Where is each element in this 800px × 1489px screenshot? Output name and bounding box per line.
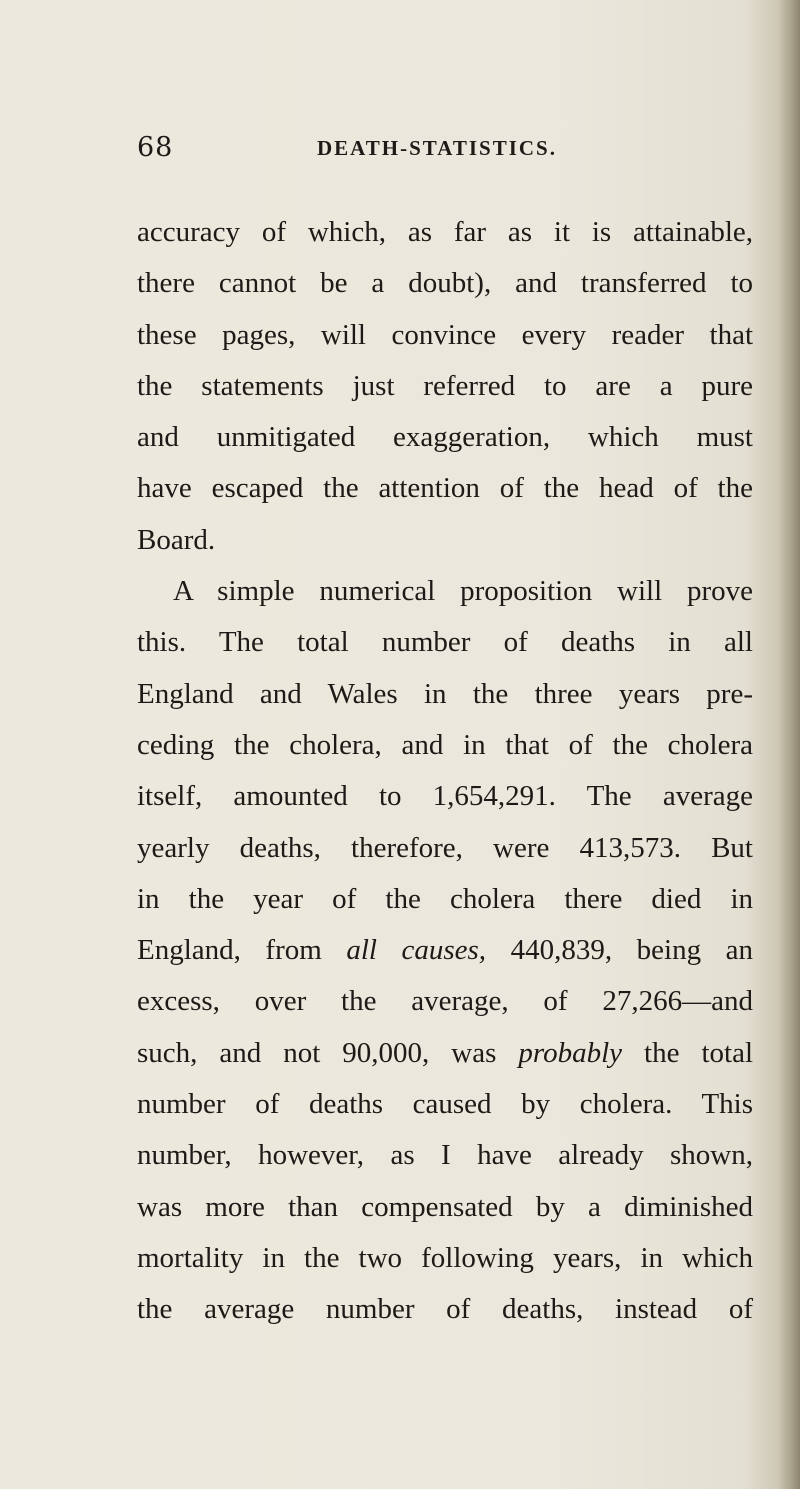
body-text xyxy=(137,212,753,1341)
text-line: number of deaths caused by cholera. This xyxy=(137,1088,753,1121)
text-line-with-italic xyxy=(137,1033,753,1084)
text-line: excess, over the average, of 27,266—and xyxy=(137,985,753,1018)
text-line: England and Wales in the three years pre- xyxy=(137,677,753,710)
text-line: this. The total number of deaths in all xyxy=(137,626,753,659)
page-number: 68 xyxy=(137,132,174,163)
text-line: yearly deaths, therefore, were 413,573. But xyxy=(137,831,753,864)
text-line: and unmitigated exaggeration, which must xyxy=(137,421,753,454)
text-line: number, however, as I have already shown, xyxy=(137,1139,753,1172)
text-line-with-italic xyxy=(137,930,753,981)
line-text-after: 440,839, being an xyxy=(486,934,753,967)
text-line: these pages, will convince every reader that xyxy=(137,318,753,351)
text-line: in the year of the cholera there died in xyxy=(137,882,753,915)
running-head xyxy=(137,132,737,172)
text-line: ceding the cholera, and in that of the cholera xyxy=(137,728,753,761)
running-title: DEATH-STATISTICS. xyxy=(317,136,557,160)
italic-phrase: probably xyxy=(518,1036,623,1069)
line-text-before: such, and not 90,000, was xyxy=(137,1036,519,1069)
italic-phrase: all causes, xyxy=(346,934,487,967)
text-line: mortality in the two following years, in which xyxy=(137,1241,753,1274)
text-line: Board. xyxy=(137,523,216,556)
text-line: the statements just referred to are a pure xyxy=(137,369,753,402)
text-line: the average number of deaths, instead of xyxy=(137,1293,753,1326)
text-line: was more than compensated by a diminished xyxy=(137,1190,753,1223)
line-text-before: England, from xyxy=(137,934,347,967)
text-line: have escaped the attention of the head of the xyxy=(137,472,753,505)
page-gutter-shadow xyxy=(778,0,800,1489)
paragraph-start-line: A simple numerical proposition will prove xyxy=(173,575,753,608)
text-line: there cannot be a doubt), and transferred to xyxy=(137,267,753,300)
text-line: itself, amounted to 1,654,291. The average xyxy=(137,780,753,813)
text-line: accuracy of which, as far as it is attainable, xyxy=(137,216,753,248)
line-text-after: the total xyxy=(622,1036,754,1069)
